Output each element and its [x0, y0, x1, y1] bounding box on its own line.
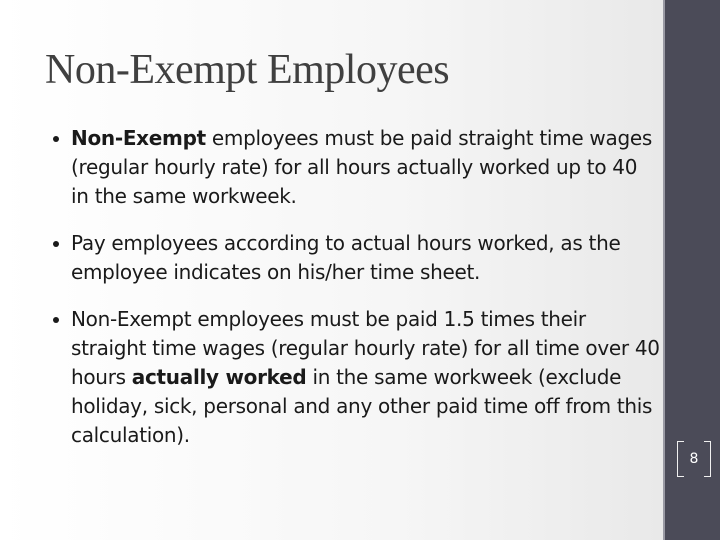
bullet-item — [50, 229, 660, 287]
bullet-text: in the same workweek (exclude holiday, sick, personal and any other paid time off from this calculation). — [71, 365, 653, 447]
bullet-text: employees must be paid straight time wages (regular hourly rate) for all hours actually worked up to 40 in the same workweek. — [71, 126, 652, 208]
bullet-text-bold: actually worked — [131, 365, 307, 389]
bullet-dot-icon — [53, 317, 59, 323]
bullet-text-bold: Non-Exempt — [71, 126, 206, 150]
bullet-dot-icon — [53, 241, 59, 247]
page-number-frame — [677, 441, 711, 477]
bullet-list — [50, 124, 660, 468]
bullet-item — [50, 124, 660, 211]
bullet-text: Non-Exempt employees must be paid 1.5 times their straight time wages (regular hourly rate) for all time over 40 hours — [71, 307, 660, 389]
bracket-right-icon — [704, 441, 711, 477]
slide-title: Non-Exempt Employees — [45, 47, 450, 93]
bullet-dot-icon — [53, 136, 59, 142]
bullet-text: Pay employees according to actual hours worked, as the employee indicates on his/her time sheet. — [71, 231, 621, 284]
page-number: 8 — [689, 451, 699, 467]
bullet-item — [50, 305, 660, 450]
